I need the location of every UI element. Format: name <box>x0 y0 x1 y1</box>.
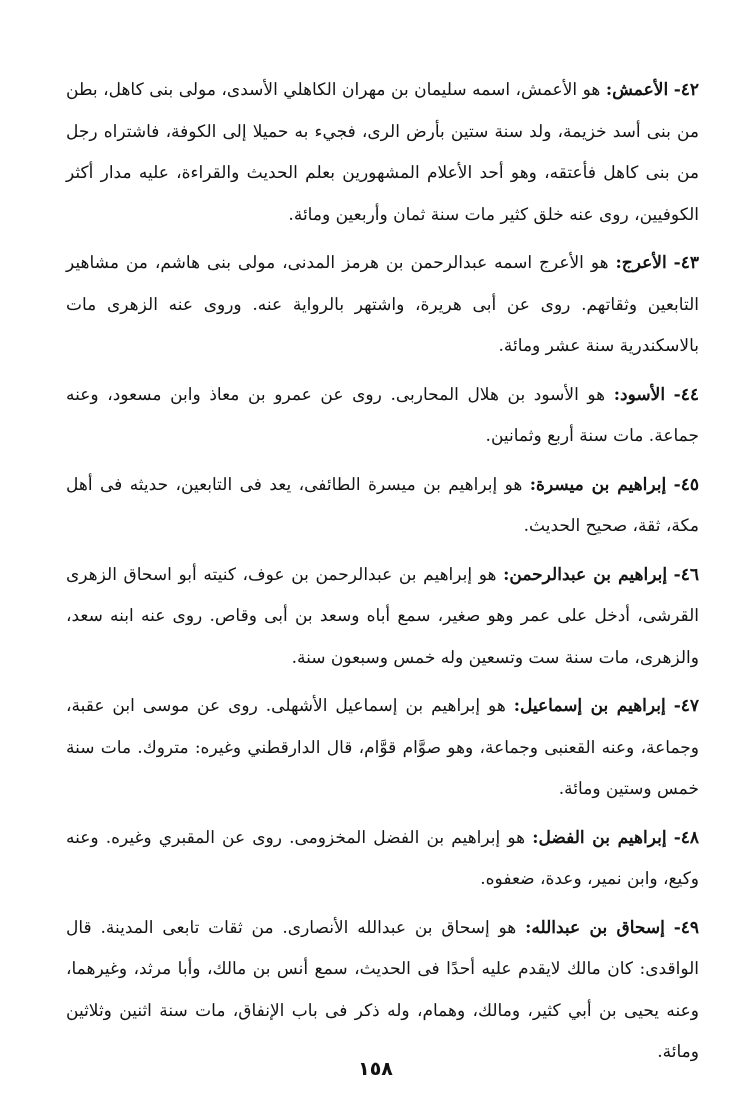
entry-text: هو إبراهيم بن عبدالرحمن بن عوف، كنيته أبو اسحاق الزهرى القرشى، أدخل على عمر وهو صغير، سمع أباه وسعد بن أبى وقاص. روى عنه ابنه سعد، والزهرى، مات سنة ست وتسعين وله خمس وسبعون سنة. <box>66 564 699 668</box>
entry-49 <box>66 908 699 1074</box>
entry-45 <box>66 465 699 548</box>
page-number: ١٥٨ <box>358 1058 393 1080</box>
entry-text: هو إبراهيم بن إسماعيل الأشهلى. روى عن موسى ابن عقبة، وجماعة، وعنه القعنبى وجماعة، وهو صوَّام قوَّام، قال الدارقطني وغيره: متروك. مات سنة خمس وستين ومائة. <box>66 696 699 799</box>
entry-number: ٤٣- <box>673 253 699 273</box>
entry-name: الأسود: <box>613 384 666 405</box>
entry-43 <box>66 243 699 368</box>
entry-name: الأعرج: <box>615 253 667 273</box>
entry-number: ٤٦- <box>673 564 699 585</box>
entry-number: ٤٢- <box>673 80 700 100</box>
entry-number: ٤٤- <box>673 384 699 405</box>
entry-44 <box>66 375 699 458</box>
entry-name: إبراهيم بن عبدالرحمن: <box>503 564 668 585</box>
entry-number: ٤٥- <box>673 474 699 495</box>
entry-text: هو إبراهيم بن الفضل المخزومى. روى عن المقبري وغيره. وعنه وكيع، وابن نمير، وعدة، ضعفوه. <box>66 827 699 889</box>
entry-name: إبراهيم بن ميسرة: <box>529 474 667 495</box>
entry-42 <box>66 70 699 236</box>
entry-48 <box>66 818 699 901</box>
entry-name: إبراهيم بن إسماعيل: <box>513 696 666 716</box>
entry-47 <box>66 686 699 811</box>
entry-number: ٤٨- <box>673 827 700 848</box>
entry-46 <box>66 555 699 680</box>
entry-text: هو الأعرج اسمه عبدالرحمن بن هرمز المدنى، مولى بنى هاشم، من مشاهير التابعين وثقاتهم. روى عن أبى هريرة، واشتهر بالرواية عنه. وروى عنه الزهرى مات بالاسكندرية سنة عشر ومائة. <box>66 253 699 356</box>
entry-name: الأعمش: <box>605 80 669 100</box>
entry-number: ٤٩- <box>673 917 700 938</box>
entry-number: ٤٧- <box>673 696 700 716</box>
entry-text: هو الأعمش، اسمه سليمان بن مهران الكاهلي الأسدى، مولى بنى كاهل، بطن من بنى أسد خزيمة، ولد سنة ستين بأرض الرى، فجيء به حميلا إلى الكوفة، فاشتراه رجل من بنى كاهل فأعتقه، وهو أحد الأعلام المشهورين بعلم الحديث والقراءة، عليه مدار أكثر الكوفيين، روى عنه خلق كثير مات سنة ثمان وأربعين ومائة. <box>66 80 699 225</box>
page-body <box>66 70 699 1081</box>
entry-name: إسحاق بن عبدالله: <box>525 917 665 938</box>
entry-text: هو إبراهيم بن ميسرة الطائفى، يعد فى التابعين، حديثه فى أهل مكة، ثقة، صحيح الحديث. <box>66 474 699 536</box>
entry-text: هو الأسود بن هلال المحاربى. روى عن عمرو بن معاذ وابن مسعود، وعنه جماعة. مات سنة أربع وثمانين. <box>66 384 699 446</box>
entry-name: إبراهيم بن الفضل: <box>532 827 667 848</box>
entry-text: هو إسحاق بن عبدالله الأنصارى. من ثقات تابعى المدينة. قال الواقدى: كان مالك لايقدم عليه أحدًا فى الحديث، سمع أنس بن مالك، وأبا مرثد، وغيرهما، وعنه يحيى بن أبي كثير، ومالك، وهمام، وله ذكر فى باب الإنفاق، مات سنة اثنين وثلاثين ومائة. <box>66 917 699 1062</box>
